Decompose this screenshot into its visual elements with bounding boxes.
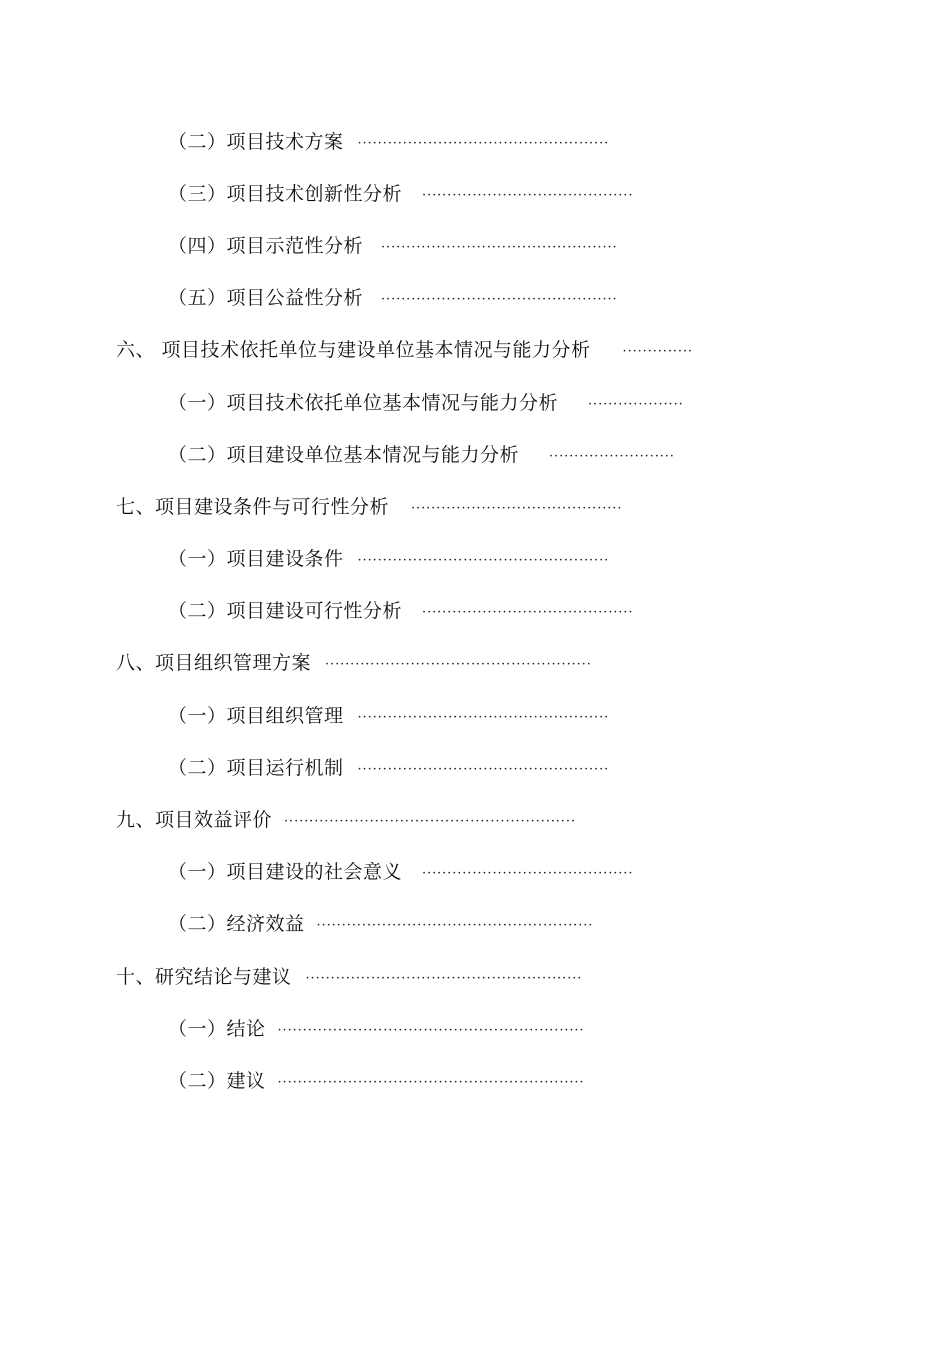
toc-entry-label: （三）项目技术创新性分析 xyxy=(168,182,403,205)
toc-dot-leader: ························· xyxy=(549,448,675,464)
toc-entry-label: 六、 项目技术依托单位与建设单位基本情况与能力分析 xyxy=(116,339,591,362)
toc-dot-leader: ·················································· xyxy=(357,135,610,151)
toc-entry-label: 七、项目建设条件与可行性分析 xyxy=(116,495,390,518)
toc-dot-leader: ·········································· xyxy=(422,187,634,203)
toc-dot-leader: ····················································· xyxy=(325,657,592,673)
toc-entry xyxy=(0,1003,950,1055)
toc-dot-leader: ·············· xyxy=(622,344,693,360)
toc-entry xyxy=(0,847,950,899)
toc-dot-leader: ····························································· xyxy=(277,1022,585,1038)
toc-dot-leader: ··············································· xyxy=(381,239,618,255)
toc-entry-label: （五）项目公益性分析 xyxy=(168,287,364,310)
toc-entry-label: （二）项目建设可行性分析 xyxy=(168,600,403,623)
toc-entry xyxy=(0,377,950,429)
toc-entry-label: （一）项目组织管理 xyxy=(168,704,344,727)
toc-dot-leader: ··············································· xyxy=(381,292,618,308)
toc-entry xyxy=(0,690,950,742)
toc-dot-leader: ······················································· xyxy=(316,918,594,934)
toc-entry-label: （二）项目运行机制 xyxy=(168,756,344,779)
toc-dot-leader: ··················· xyxy=(588,396,684,412)
toc-entry-label: （二）经济效益 xyxy=(168,913,305,936)
toc-entry-label: （一）项目建设条件 xyxy=(168,548,344,571)
toc-entry-label: 九、项目效益评价 xyxy=(116,809,273,832)
toc-entry xyxy=(0,273,950,325)
toc-dot-leader: ·················································· xyxy=(357,553,610,569)
toc-entry-label: （一）项目技术依托单位基本情况与能力分析 xyxy=(168,391,559,414)
toc-entry-label: （一）项目建设的社会意义 xyxy=(168,861,403,884)
toc-entry xyxy=(0,116,950,168)
toc-dot-leader: ·········································· xyxy=(422,605,634,621)
toc-entry-label: （二）建议 xyxy=(168,1069,266,1092)
toc-entry-label: （二）项目建设单位基本情况与能力分析 xyxy=(168,443,520,466)
toc-entry-label: （二）项目技术方案 xyxy=(168,130,344,153)
toc-entry xyxy=(0,534,950,586)
toc-entry xyxy=(0,325,950,377)
toc-dot-leader: ·························································· xyxy=(284,814,576,830)
toc-entry xyxy=(0,1055,950,1107)
toc-entry xyxy=(0,429,950,481)
toc-entry-label: （四）项目示范性分析 xyxy=(168,234,364,257)
toc-entry xyxy=(0,220,950,272)
toc-entry-label: （一）结论 xyxy=(168,1017,266,1040)
toc-entry xyxy=(0,899,950,951)
toc-entry xyxy=(0,586,950,638)
toc-entry xyxy=(0,742,950,794)
toc-entry xyxy=(0,638,950,690)
toc-entry xyxy=(0,168,950,220)
toc-dot-leader: ····························································· xyxy=(277,1074,585,1090)
toc-dot-leader: ······················································· xyxy=(305,970,583,986)
toc-entry xyxy=(0,951,950,1003)
toc-dot-leader: ·················································· xyxy=(357,709,610,725)
toc-dot-leader: ·········································· xyxy=(411,500,623,516)
toc-dot-leader: ·········································· xyxy=(422,866,634,882)
toc-entry-label: 十、研究结论与建议 xyxy=(116,965,292,988)
toc-entry-label: 八、项目组织管理方案 xyxy=(116,652,312,675)
toc-entry xyxy=(0,794,950,846)
toc-entry xyxy=(0,481,950,533)
toc-dot-leader: ·················································· xyxy=(357,761,610,777)
table-of-contents xyxy=(0,116,950,1108)
